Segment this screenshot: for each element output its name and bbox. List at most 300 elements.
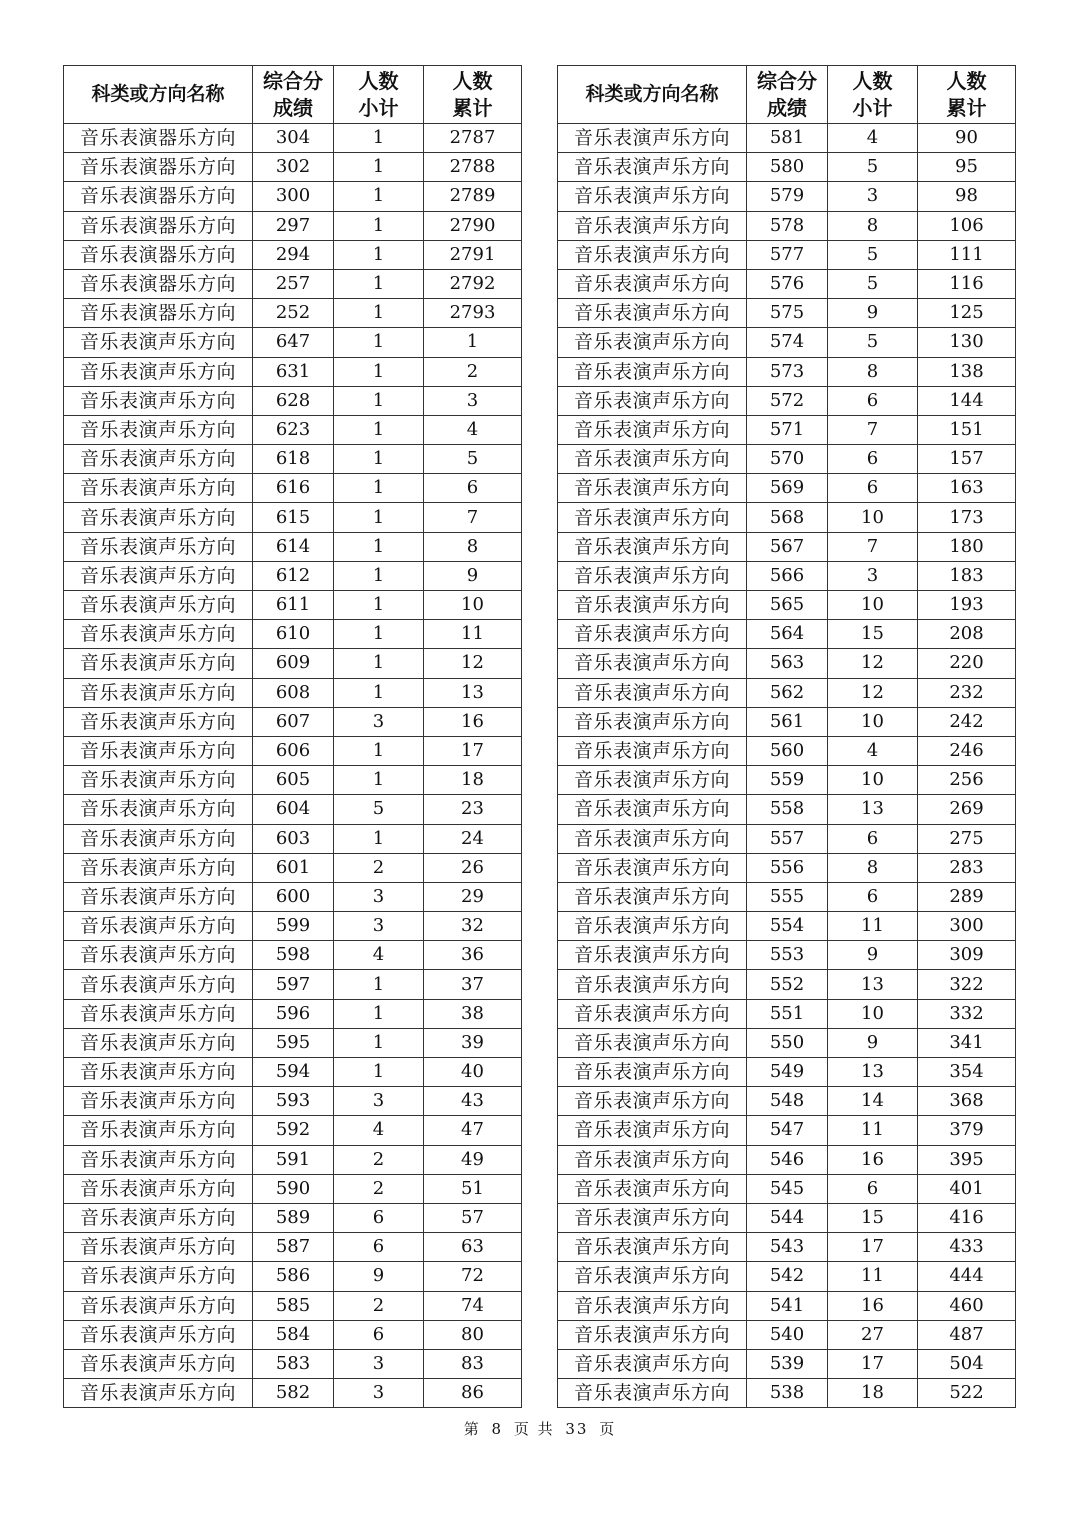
- cell-score: 594: [253, 1058, 334, 1087]
- table-row: [64, 941, 522, 970]
- cell-cumulative: 95: [918, 153, 1016, 182]
- cell-score: 582: [253, 1379, 334, 1408]
- cell-cumulative: 173: [918, 503, 1016, 532]
- cell-count: 3: [828, 182, 918, 211]
- table-row: [64, 561, 522, 590]
- page-footer: [0, 1418, 1080, 1439]
- cell-category-name: 音乐表演声乐方向: [558, 912, 747, 941]
- table-row: [558, 736, 1016, 765]
- cell-category-name: 音乐表演声乐方向: [64, 824, 253, 853]
- cell-count: 13: [828, 795, 918, 824]
- cell-category-name: 音乐表演声乐方向: [558, 678, 747, 707]
- table-row: [64, 1203, 522, 1232]
- header-category-name: 科类或方向名称: [558, 66, 747, 124]
- cell-count: 2: [334, 1291, 424, 1320]
- cell-score: 297: [253, 211, 334, 240]
- cell-count: 6: [828, 445, 918, 474]
- cell-category-name: 音乐表演声乐方向: [558, 1145, 747, 1174]
- cell-count: 4: [334, 941, 424, 970]
- cell-cumulative: 332: [918, 999, 1016, 1028]
- cell-count: 4: [828, 124, 918, 153]
- header-category-name: 科类或方向名称: [64, 66, 253, 124]
- cell-count: 5: [828, 153, 918, 182]
- cell-score: 615: [253, 503, 334, 532]
- cell-category-name: 音乐表演声乐方向: [558, 1379, 747, 1408]
- cell-score: 561: [747, 707, 828, 736]
- table-row: [558, 211, 1016, 240]
- cell-score: 543: [747, 1233, 828, 1262]
- cell-count: 5: [828, 269, 918, 298]
- cell-cumulative: 7: [424, 503, 522, 532]
- cell-category-name: 音乐表演声乐方向: [64, 1262, 253, 1291]
- table-row: [558, 678, 1016, 707]
- cell-count: 13: [828, 970, 918, 999]
- cell-cumulative: 63: [424, 1233, 522, 1262]
- cell-count: 5: [334, 795, 424, 824]
- cell-count: 6: [828, 386, 918, 415]
- cell-category-name: 音乐表演声乐方向: [64, 1028, 253, 1057]
- table-row: [64, 328, 522, 357]
- cell-score: 593: [253, 1087, 334, 1116]
- cell-category-name: 音乐表演声乐方向: [558, 1116, 747, 1145]
- table-row: [64, 1174, 522, 1203]
- cell-cumulative: 106: [918, 211, 1016, 240]
- cell-score: 294: [253, 240, 334, 269]
- cell-score: 538: [747, 1379, 828, 1408]
- table-row: [558, 474, 1016, 503]
- cell-category-name: 音乐表演声乐方向: [558, 1291, 747, 1320]
- cell-cumulative: 246: [918, 736, 1016, 765]
- table-row: [64, 1233, 522, 1262]
- cell-category-name: 音乐表演声乐方向: [558, 999, 747, 1028]
- cell-cumulative: 157: [918, 445, 1016, 474]
- cell-score: 604: [253, 795, 334, 824]
- table-row: [64, 124, 522, 153]
- table-row: [64, 766, 522, 795]
- cell-category-name: 音乐表演声乐方向: [64, 1174, 253, 1203]
- cell-category-name: 音乐表演声乐方向: [558, 795, 747, 824]
- cell-score: 596: [253, 999, 334, 1028]
- cell-count: 3: [334, 882, 424, 911]
- cell-category-name: 音乐表演声乐方向: [64, 970, 253, 999]
- cell-cumulative: 40: [424, 1058, 522, 1087]
- cell-count: 1: [334, 970, 424, 999]
- cell-score: 551: [747, 999, 828, 1028]
- table-row: [558, 1203, 1016, 1232]
- cell-count: 1: [334, 620, 424, 649]
- table-row: [64, 999, 522, 1028]
- cell-count: 4: [334, 1116, 424, 1145]
- cell-category-name: 音乐表演声乐方向: [558, 532, 747, 561]
- table-row: [558, 503, 1016, 532]
- cell-cumulative: 5: [424, 445, 522, 474]
- table-row: [64, 1262, 522, 1291]
- cell-cumulative: 522: [918, 1379, 1016, 1408]
- cell-category-name: 音乐表演声乐方向: [558, 503, 747, 532]
- cell-category-name: 音乐表演声乐方向: [558, 386, 747, 415]
- cell-score: 572: [747, 386, 828, 415]
- cell-score: 573: [747, 357, 828, 386]
- cell-category-name: 音乐表演声乐方向: [558, 649, 747, 678]
- cell-score: 558: [747, 795, 828, 824]
- table-row: [558, 1174, 1016, 1203]
- cell-cumulative: 125: [918, 299, 1016, 328]
- cell-cumulative: 460: [918, 1291, 1016, 1320]
- cell-cumulative: 36: [424, 941, 522, 970]
- cell-category-name: 音乐表演声乐方向: [558, 474, 747, 503]
- cell-count: 1: [334, 1058, 424, 1087]
- cell-score: 546: [747, 1145, 828, 1174]
- cell-score: 583: [253, 1349, 334, 1378]
- cell-count: 10: [828, 707, 918, 736]
- cell-category-name: 音乐表演声乐方向: [64, 1349, 253, 1378]
- cell-cumulative: 395: [918, 1145, 1016, 1174]
- table-row: [558, 532, 1016, 561]
- table-row: [558, 240, 1016, 269]
- cell-count: 1: [334, 999, 424, 1028]
- cell-category-name: 音乐表演声乐方向: [64, 357, 253, 386]
- cell-category-name: 音乐表演声乐方向: [558, 445, 747, 474]
- cell-count: 9: [828, 941, 918, 970]
- table-header: [64, 66, 522, 124]
- table-row: [558, 941, 1016, 970]
- cell-cumulative: 379: [918, 1116, 1016, 1145]
- cell-category-name: 音乐表演声乐方向: [64, 1379, 253, 1408]
- cell-category-name: 音乐表演声乐方向: [64, 1116, 253, 1145]
- cell-score: 560: [747, 736, 828, 765]
- table-row: [558, 999, 1016, 1028]
- cell-score: 591: [253, 1145, 334, 1174]
- cell-category-name: 音乐表演声乐方向: [64, 328, 253, 357]
- cell-category-name: 音乐表演声乐方向: [64, 1291, 253, 1320]
- cell-count: 9: [828, 299, 918, 328]
- cell-count: 3: [334, 1349, 424, 1378]
- cell-score: 600: [253, 882, 334, 911]
- cell-cumulative: 49: [424, 1145, 522, 1174]
- cell-score: 571: [747, 415, 828, 444]
- cell-cumulative: 242: [918, 707, 1016, 736]
- header-score: 综合分 成绩: [253, 66, 334, 124]
- cell-score: 547: [747, 1116, 828, 1145]
- cell-count: 1: [334, 211, 424, 240]
- table-row: [558, 1379, 1016, 1408]
- table-row: [64, 1320, 522, 1349]
- cell-cumulative: 283: [918, 853, 1016, 882]
- cell-count: 1: [334, 561, 424, 590]
- cell-category-name: 音乐表演声乐方向: [558, 736, 747, 765]
- table-row: [64, 912, 522, 941]
- cell-cumulative: 416: [918, 1203, 1016, 1232]
- cell-count: 1: [334, 532, 424, 561]
- cell-score: 569: [747, 474, 828, 503]
- cell-count: 1: [334, 328, 424, 357]
- cell-score: 304: [253, 124, 334, 153]
- cell-category-name: 音乐表演声乐方向: [64, 1145, 253, 1174]
- cell-count: 14: [828, 1087, 918, 1116]
- cell-category-name: 音乐表演声乐方向: [558, 211, 747, 240]
- cell-score: 585: [253, 1291, 334, 1320]
- cell-cumulative: 29: [424, 882, 522, 911]
- cell-category-name: 音乐表演声乐方向: [558, 299, 747, 328]
- cell-category-name: 音乐表演声乐方向: [558, 240, 747, 269]
- table-row: [558, 912, 1016, 941]
- cell-category-name: 音乐表演声乐方向: [558, 1203, 747, 1232]
- cell-score: 545: [747, 1174, 828, 1203]
- cell-score: 568: [747, 503, 828, 532]
- cell-score: 579: [747, 182, 828, 211]
- cell-count: 6: [334, 1320, 424, 1349]
- cell-category-name: 音乐表演声乐方向: [64, 678, 253, 707]
- cell-category-name: 音乐表演声乐方向: [558, 1028, 747, 1057]
- cell-count: 15: [828, 620, 918, 649]
- cell-cumulative: 341: [918, 1028, 1016, 1057]
- table-row: [558, 445, 1016, 474]
- cell-score: 570: [747, 445, 828, 474]
- cell-category-name: 音乐表演声乐方向: [64, 445, 253, 474]
- cell-score: 549: [747, 1058, 828, 1087]
- cell-category-name: 音乐表演声乐方向: [558, 182, 747, 211]
- footer-suffix: 页: [599, 1420, 617, 1438]
- table-row: [558, 853, 1016, 882]
- cell-count: 1: [334, 182, 424, 211]
- table-row: [64, 386, 522, 415]
- cell-category-name: 音乐表演声乐方向: [64, 1203, 253, 1232]
- cell-category-name: 音乐表演声乐方向: [558, 1174, 747, 1203]
- cell-category-name: 音乐表演声乐方向: [558, 941, 747, 970]
- table-row: [64, 970, 522, 999]
- cell-cumulative: 13: [424, 678, 522, 707]
- cell-score: 581: [747, 124, 828, 153]
- cell-score: 647: [253, 328, 334, 357]
- cell-category-name: 音乐表演声乐方向: [558, 1233, 747, 1262]
- cell-count: 10: [828, 591, 918, 620]
- cell-count: 11: [828, 1262, 918, 1291]
- cell-cumulative: 8: [424, 532, 522, 561]
- cell-cumulative: 232: [918, 678, 1016, 707]
- table-row: [64, 299, 522, 328]
- cell-count: 2: [334, 1174, 424, 1203]
- header-score: 综合分 成绩: [747, 66, 828, 124]
- cell-cumulative: 80: [424, 1320, 522, 1349]
- table-row: [64, 211, 522, 240]
- cell-category-name: 音乐表演声乐方向: [64, 707, 253, 736]
- cell-count: 6: [334, 1203, 424, 1232]
- cell-count: 1: [334, 124, 424, 153]
- cell-count: 2: [334, 853, 424, 882]
- table-row: [64, 415, 522, 444]
- cell-category-name: 音乐表演声乐方向: [558, 620, 747, 649]
- cell-score: 595: [253, 1028, 334, 1057]
- cell-cumulative: 300: [918, 912, 1016, 941]
- cell-score: 554: [747, 912, 828, 941]
- cell-count: 1: [334, 299, 424, 328]
- cell-count: 8: [828, 357, 918, 386]
- table-row: [558, 824, 1016, 853]
- cell-score: 563: [747, 649, 828, 678]
- table-row: [64, 1349, 522, 1378]
- cell-cumulative: 220: [918, 649, 1016, 678]
- cell-category-name: 音乐表演声乐方向: [558, 153, 747, 182]
- cell-cumulative: 444: [918, 1262, 1016, 1291]
- cell-count: 1: [334, 357, 424, 386]
- cell-cumulative: 32: [424, 912, 522, 941]
- cell-category-name: 音乐表演器乐方向: [64, 240, 253, 269]
- cell-category-name: 音乐表演声乐方向: [558, 1320, 747, 1349]
- cell-score: 586: [253, 1262, 334, 1291]
- cell-cumulative: 208: [918, 620, 1016, 649]
- cell-category-name: 音乐表演声乐方向: [558, 970, 747, 999]
- cell-score: 539: [747, 1349, 828, 1378]
- table-row: [64, 532, 522, 561]
- cell-count: 1: [334, 824, 424, 853]
- cell-score: 566: [747, 561, 828, 590]
- table-row: [64, 1058, 522, 1087]
- cell-count: 1: [334, 591, 424, 620]
- table-row: [558, 1087, 1016, 1116]
- cell-cumulative: 289: [918, 882, 1016, 911]
- table-row: [64, 1145, 522, 1174]
- cell-cumulative: 256: [918, 766, 1016, 795]
- cell-category-name: 音乐表演声乐方向: [64, 853, 253, 882]
- table-row: [558, 386, 1016, 415]
- cell-count: 9: [828, 1028, 918, 1057]
- cell-score: 592: [253, 1116, 334, 1145]
- cell-count: 1: [334, 240, 424, 269]
- table-row: [558, 707, 1016, 736]
- cell-cumulative: 51: [424, 1174, 522, 1203]
- table-row: [64, 503, 522, 532]
- cell-cumulative: 83: [424, 1349, 522, 1378]
- table-row: [558, 299, 1016, 328]
- cell-score: 576: [747, 269, 828, 298]
- table-row: [558, 970, 1016, 999]
- cell-score: 606: [253, 736, 334, 765]
- cell-cumulative: 24: [424, 824, 522, 853]
- cell-cumulative: 16: [424, 707, 522, 736]
- cell-cumulative: 26: [424, 853, 522, 882]
- cell-count: 1: [334, 474, 424, 503]
- cell-score: 614: [253, 532, 334, 561]
- header-count: 人数 小计: [828, 66, 918, 124]
- cell-score: 550: [747, 1028, 828, 1057]
- header-cumulative: 人数 累计: [424, 66, 522, 124]
- cell-score: 609: [253, 649, 334, 678]
- cell-score: 544: [747, 1203, 828, 1232]
- cell-count: 1: [334, 649, 424, 678]
- cell-score: 567: [747, 532, 828, 561]
- cell-category-name: 音乐表演声乐方向: [558, 707, 747, 736]
- cell-cumulative: 86: [424, 1379, 522, 1408]
- table-row: [64, 1028, 522, 1057]
- cell-cumulative: 23: [424, 795, 522, 824]
- cell-category-name: 音乐表演声乐方向: [558, 1058, 747, 1087]
- score-table-left: [63, 65, 522, 1408]
- cell-category-name: 音乐表演声乐方向: [64, 1320, 253, 1349]
- cell-category-name: 音乐表演声乐方向: [558, 824, 747, 853]
- cell-cumulative: 275: [918, 824, 1016, 853]
- table-row: [64, 1379, 522, 1408]
- cell-count: 11: [828, 1116, 918, 1145]
- cell-category-name: 音乐表演声乐方向: [64, 736, 253, 765]
- cell-category-name: 音乐表演声乐方向: [558, 882, 747, 911]
- cell-count: 10: [828, 766, 918, 795]
- cell-cumulative: 163: [918, 474, 1016, 503]
- table-row: [64, 269, 522, 298]
- cell-score: 628: [253, 386, 334, 415]
- total-pages: 33: [565, 1420, 589, 1438]
- cell-score: 565: [747, 591, 828, 620]
- table-row: [558, 882, 1016, 911]
- cell-cumulative: 43: [424, 1087, 522, 1116]
- cell-score: 553: [747, 941, 828, 970]
- cell-count: 15: [828, 1203, 918, 1232]
- cell-cumulative: 151: [918, 415, 1016, 444]
- table-row: [64, 445, 522, 474]
- cell-category-name: 音乐表演声乐方向: [558, 591, 747, 620]
- cell-score: 552: [747, 970, 828, 999]
- cell-cumulative: 111: [918, 240, 1016, 269]
- cell-score: 608: [253, 678, 334, 707]
- cell-cumulative: 57: [424, 1203, 522, 1232]
- table-row: [558, 153, 1016, 182]
- cell-cumulative: 17: [424, 736, 522, 765]
- cell-score: 605: [253, 766, 334, 795]
- cell-category-name: 音乐表演声乐方向: [558, 1262, 747, 1291]
- cell-count: 1: [334, 386, 424, 415]
- cell-cumulative: 10: [424, 591, 522, 620]
- cell-score: 601: [253, 853, 334, 882]
- table-row: [558, 1145, 1016, 1174]
- cell-count: 6: [828, 474, 918, 503]
- cell-cumulative: 2791: [424, 240, 522, 269]
- table-row: [558, 620, 1016, 649]
- cell-score: 584: [253, 1320, 334, 1349]
- cell-score: 300: [253, 182, 334, 211]
- cell-score: 587: [253, 1233, 334, 1262]
- cell-cumulative: 39: [424, 1028, 522, 1057]
- cell-category-name: 音乐表演声乐方向: [64, 941, 253, 970]
- cell-count: 5: [828, 328, 918, 357]
- cell-count: 9: [334, 1262, 424, 1291]
- footer-middle: 页 共: [513, 1420, 555, 1438]
- cell-cumulative: 116: [918, 269, 1016, 298]
- cell-count: 1: [334, 153, 424, 182]
- cell-score: 541: [747, 1291, 828, 1320]
- cell-score: 257: [253, 269, 334, 298]
- cell-count: 1: [334, 736, 424, 765]
- cell-category-name: 音乐表演声乐方向: [64, 503, 253, 532]
- cell-cumulative: 37: [424, 970, 522, 999]
- table-row: [64, 1116, 522, 1145]
- table-body: [64, 124, 522, 1408]
- cell-cumulative: 12: [424, 649, 522, 678]
- cell-category-name: 音乐表演声乐方向: [558, 561, 747, 590]
- cell-cumulative: 47: [424, 1116, 522, 1145]
- cell-cumulative: 130: [918, 328, 1016, 357]
- table-row: [558, 182, 1016, 211]
- cell-score: 618: [253, 445, 334, 474]
- cell-cumulative: 2790: [424, 211, 522, 240]
- cell-cumulative: 2789: [424, 182, 522, 211]
- table-row: [558, 357, 1016, 386]
- cell-count: 12: [828, 649, 918, 678]
- cell-category-name: 音乐表演声乐方向: [558, 328, 747, 357]
- cell-category-name: 音乐表演声乐方向: [64, 620, 253, 649]
- cell-cumulative: 138: [918, 357, 1016, 386]
- cell-count: 1: [334, 269, 424, 298]
- cell-category-name: 音乐表演声乐方向: [558, 124, 747, 153]
- cell-cumulative: 487: [918, 1320, 1016, 1349]
